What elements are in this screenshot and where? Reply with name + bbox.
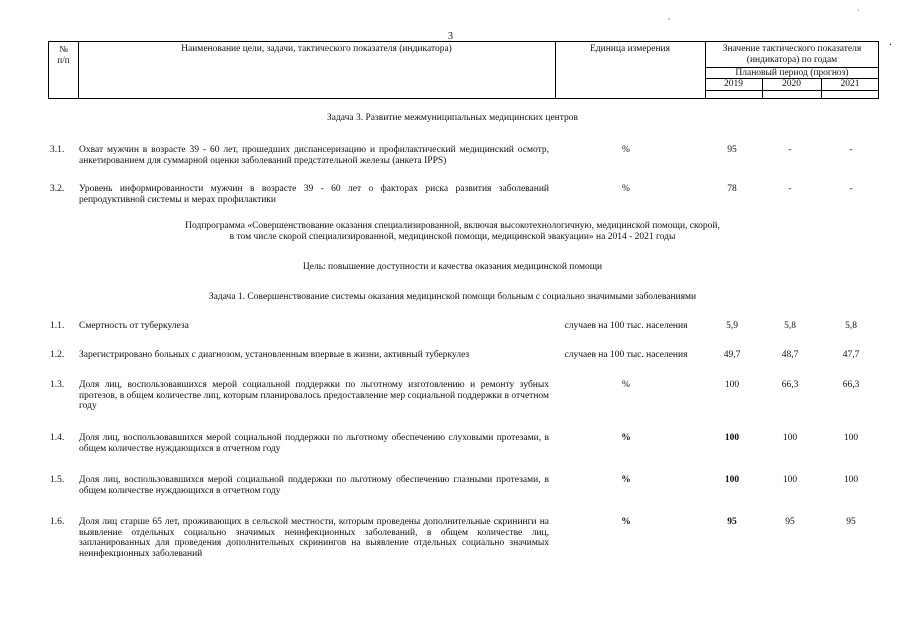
row-value-2021: 100 bbox=[843, 475, 859, 485]
row-value-2021: - bbox=[849, 184, 853, 194]
row-value-2020: - bbox=[788, 145, 792, 155]
row-text: Охват мужчин в возрасте 39 - 60 лет, прошедших диспансеризацию и профилактический медицинский осмотр, анкетированием для суммарной оценки заболеваний предстательной железы (анкета IPPS) bbox=[79, 145, 549, 166]
subprogram-title-line1: Подпрограмма «Совершенствование оказания специализированной, включая высокотехнологичную, медицинской помощи, скорой, bbox=[185, 221, 720, 231]
row-text: Доля лиц старше 65 лет, проживающих в сельской местности, которым проведены дополнительные скрининги на выявление отдельных социально значимых неинфекционных заболеваний, в общем количестве лиц, запланированных для проведения дополнительных скринингов на выявление отдельных социально значимых неинфекционных заболеваний bbox=[79, 517, 549, 559]
header-col-value: Значение тактического показателя (индикатора) по годам bbox=[722, 44, 862, 65]
row-value-2019: 49,7 bbox=[723, 350, 741, 360]
row-unit: % bbox=[622, 145, 630, 155]
row-value-2020: 66,3 bbox=[781, 380, 799, 390]
row-number: 1.6. bbox=[50, 517, 65, 527]
row-unit: случаев на 100 тыс. населения bbox=[564, 350, 688, 360]
task-3-heading: Задача 3. Развитие межмуниципальных медицинских центров bbox=[326, 113, 579, 123]
row-number: 1.1. bbox=[50, 321, 65, 331]
goal-heading: Цель: повышение доступности и качества оказания медицинской помощи bbox=[302, 262, 603, 272]
header-year-2020: 2020 bbox=[782, 79, 801, 89]
row-number: 1.3. bbox=[50, 380, 65, 390]
row-number: 1.4. bbox=[50, 433, 65, 443]
row-unit: % bbox=[621, 475, 631, 485]
header-year-2021: 2021 bbox=[840, 79, 860, 89]
row-unit: % bbox=[622, 184, 630, 194]
row-unit: % bbox=[622, 380, 630, 390]
row-number: 3.1. bbox=[50, 145, 65, 155]
task-1-heading: Задача 1. Совершенствование системы оказания медицинской помощи больным с социально значимыми заболеваниями bbox=[208, 292, 697, 302]
row-value-2020: 48,7 bbox=[781, 350, 799, 360]
row-value-2020: 100 bbox=[782, 433, 798, 443]
row-text: Доля лиц, воспользовавшихся мерой социальной поддержки по льготному обеспечению глазными протезами, в общем количестве нуждающихся в отчетном году bbox=[79, 475, 549, 496]
row-value-2021: - bbox=[849, 145, 853, 155]
row-unit: % bbox=[621, 517, 631, 527]
header-col-name: Наименование цели, задачи, тактического показателя (индикатора) bbox=[181, 44, 452, 54]
row-value-2019: 100 bbox=[724, 380, 740, 390]
row-value-2021: 66,3 bbox=[842, 380, 860, 390]
row-unit: % bbox=[621, 433, 631, 443]
row-text: Уровень информированности мужчин в возрасте 39 - 60 лет о факторах риска развития заболеваний репродуктивной системы и мерах профилактики bbox=[79, 184, 549, 205]
page-number: 3 bbox=[448, 31, 453, 42]
row-value-2021: 100 bbox=[843, 433, 859, 443]
header-year-2019: 2019 bbox=[724, 79, 743, 89]
row-value-2020: - bbox=[788, 184, 792, 194]
row-number: 3.2. bbox=[50, 184, 65, 194]
row-number: 1.2. bbox=[50, 350, 65, 360]
row-value-2019: 78 bbox=[727, 184, 737, 194]
row-unit: случаев на 100 тыс. населения bbox=[564, 321, 688, 331]
row-value-2020: 5,8 bbox=[784, 321, 796, 331]
row-number: 1.5. bbox=[50, 475, 65, 485]
header-planning-period: Плановый период (прогноз) bbox=[735, 68, 849, 78]
row-text: Доля лиц, воспользовавшихся мерой социальной поддержки по льготному обеспечению слуховыми протезами, в общем количестве нуждающихся в отчетном году bbox=[79, 433, 549, 454]
header-col-unit: Единица измерения bbox=[590, 44, 670, 54]
row-value-2019: 100 bbox=[724, 433, 740, 443]
header-col-number: № п/п bbox=[57, 44, 70, 65]
table-header bbox=[48, 41, 879, 99]
scan-mark: ' bbox=[858, 8, 860, 17]
scan-mark: . bbox=[889, 36, 892, 48]
subprogram-title-line2: в том числе скорой специализированной, медицинской помощи, медицинской эвакуации» на 2014 - 2021 годы bbox=[229, 232, 676, 242]
row-value-2019: 95 bbox=[727, 145, 737, 155]
row-value-2019: 5,9 bbox=[726, 321, 738, 331]
row-value-2020: 95 bbox=[785, 517, 795, 527]
row-value-2020: 100 bbox=[782, 475, 798, 485]
row-divider bbox=[705, 90, 878, 91]
row-value-2021: 47,7 bbox=[842, 350, 860, 360]
row-value-2019: 100 bbox=[724, 475, 740, 485]
row-text: Зарегистрировано больных с диагнозом, установленным впервые в жизни, активный туберкулез bbox=[79, 350, 470, 360]
row-text: Доля лиц, воспользовавшихся мерой социальной поддержки по льготному изготовлению и ремонту зубных протезов, в общем количестве лиц, которым планировалось предоставление мер социальной поддержки в отчетном году bbox=[79, 380, 549, 411]
row-value-2021: 5,8 bbox=[845, 321, 857, 331]
row-value-2019: 95 bbox=[727, 517, 737, 527]
row-value-2021: 95 bbox=[846, 517, 856, 527]
scan-mark: , bbox=[668, 12, 670, 21]
row-text: Смертность от туберкулеза bbox=[79, 321, 189, 331]
